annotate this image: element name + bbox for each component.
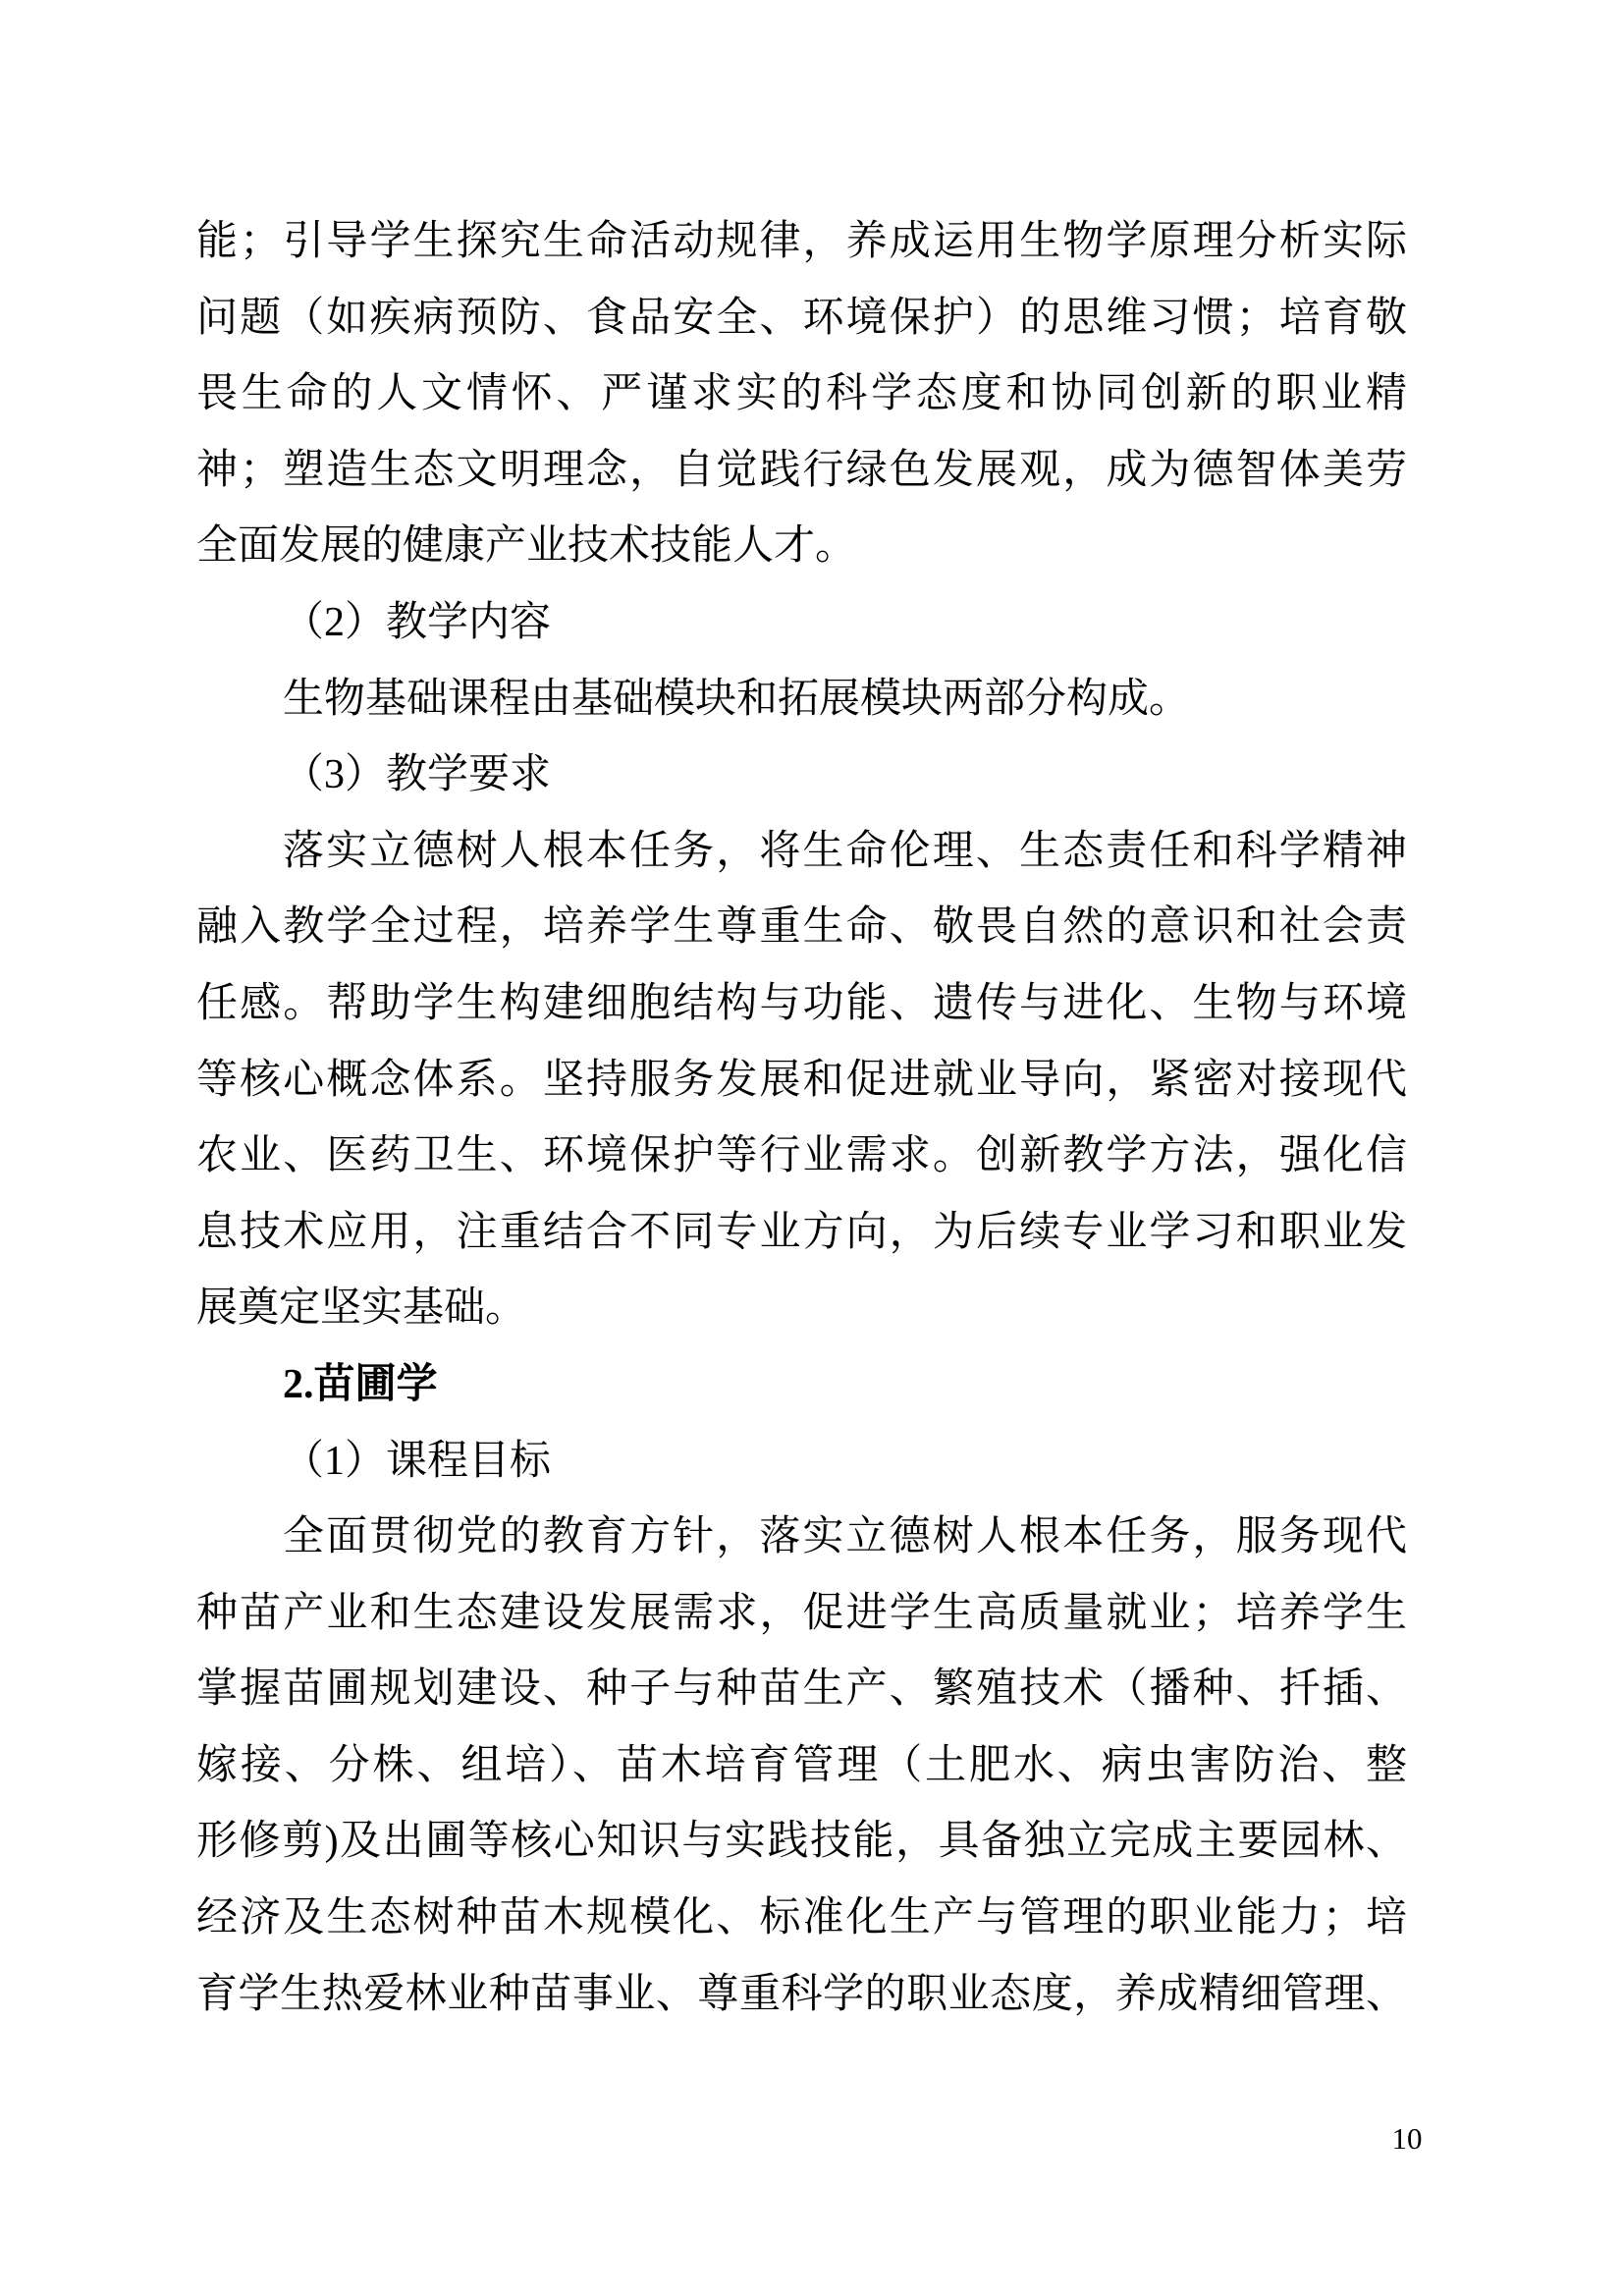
text-line: 种苗产业和生态建设发展需求，促进学生高质量就业；培养学生 bbox=[196, 1590, 1407, 1636]
text-line: 神；塑造生态文明理念，自觉践行绿色发展观，成为德智体美劳 bbox=[196, 447, 1407, 493]
text-line: 嫁接、分株、组培）、苗木培育管理（土肥水、病虫害防治、整 bbox=[196, 1742, 1407, 1788]
text-line: 全面贯彻党的教育方针，落实立德树人根本任务，服务现代 bbox=[283, 1514, 1407, 1560]
text-line: 形修剪)及出圃等核心知识与实践技能，具备独立完成主要园林、 bbox=[196, 1819, 1407, 1865]
text-line: 等核心概念体系。坚持服务发展和促进就业导向，紧密对接现代 bbox=[196, 1057, 1407, 1103]
text-line: 息技术应用，注重结合不同专业方向，为后续专业学习和职业发 bbox=[196, 1209, 1407, 1255]
text-line: 全面发展的健康产业技术技能人才。 bbox=[196, 523, 857, 570]
text-line: 融入教学全过程，培养学生尊重生命、敬畏自然的意识和社会责 bbox=[196, 904, 1407, 951]
section-heading: 2.苗圃学 bbox=[283, 1361, 438, 1407]
text-line: 育学生热爱林业种苗事业、尊重科学的职业态度，养成精细管理、 bbox=[196, 1971, 1407, 2017]
text-line: 农业、医药卫生、环境保护等行业需求。创新教学方法，强化信 bbox=[196, 1133, 1407, 1179]
text-line: 展奠定坚实基础。 bbox=[196, 1285, 527, 1332]
document-body bbox=[196, 204, 1407, 2033]
text-line: （2）教学内容 bbox=[283, 599, 552, 645]
text-line: 任感。帮助学生构建细胞结构与功能、遗传与进化、生物与环境 bbox=[196, 980, 1407, 1026]
text-line: 掌握苗圃规划建设、种子与种苗生产、繁殖技术（播种、扦插、 bbox=[196, 1667, 1407, 1713]
text-line: 经济及生态树种苗木规模化、标准化生产与管理的职业能力；培 bbox=[196, 1895, 1407, 1941]
page-number: 10 bbox=[1391, 2121, 1423, 2156]
text-line: 畏生命的人文情怀、严谨求实的科学态度和协同创新的职业精 bbox=[196, 371, 1407, 417]
text-line: （1）课程目标 bbox=[283, 1438, 552, 1484]
text-line: 生物基础课程由基础模块和拓展模块两部分构成。 bbox=[283, 676, 1191, 722]
text-line: 问题（如疾病预防、食品安全、环境保护）的思维习惯；培育敬 bbox=[196, 295, 1407, 341]
text-line: （3）教学要求 bbox=[283, 752, 552, 798]
text-line: 落实立德树人根本任务，将生命伦理、生态责任和科学精神 bbox=[283, 828, 1407, 874]
text-line: 能；引导学生探究生命活动规律，养成运用生物学原理分析实际 bbox=[196, 219, 1407, 264]
